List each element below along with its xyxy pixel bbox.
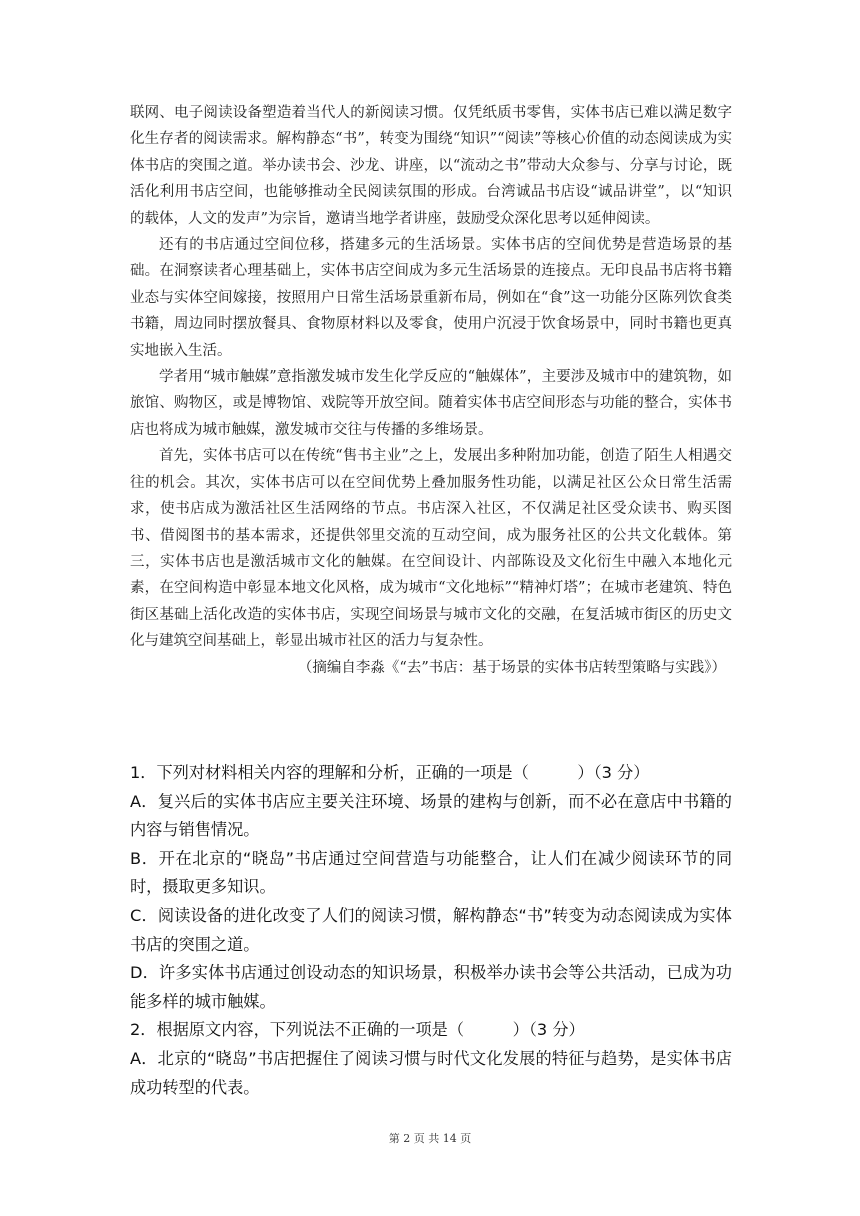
passage-paragraph: 联网、电子阅读设备塑造着当代人的新阅读习惯。仅凭纸质书零售，实体书店已难以满足数字化生存者的阅读需求。解构静态“书”，转变为围绕“知识”“阅读”等核心价值的动态阅读成为实体书店的突围之道。举办读书会、沙龙、讲座，以“流动之书”带动大众参与、分享与讨论，既活化利用书店空间，也能够推动全民阅读氛围的形成。台湾诚品书店设“诚品讲堂”，以“知识的载体，人文的发声”为宗旨，邀请当地学者讲座，鼓励受众深化思考以延伸阅读。	[130, 105, 732, 227]
passage-paragraph: 还有的书店通过空间位移，搭建多元的生活场景。实体书店的空间优势是营造场景的基础。在洞察读者心理基础上，实体书店空间成为多元生活场景的连接点。无印良品书店将书籍业态与实体空间嫁接，按照用户日常生活场景重新布局，例如在“食”这一功能分区陈列饮食类书籍，周边同时摆放餐具、食物原材料以及零食，使用户沉浸于饮食场景中，同时书籍也更真实地嵌入生活。	[130, 237, 732, 359]
answer-option: C．阅读设备的进化改变了人们的阅读习惯，解构静态“书”转变为动态阅读成为实体书店的突围之道。	[130, 905, 732, 954]
answer-option: B．开在北京的“晓岛”书店通过空间营造与功能整合，让人们在减少阅读环节的同时，摄取更多知识。	[130, 848, 732, 897]
answer-option: D．许多实体书店通过创设动态的知识场景，积极举办读书会等公共活动，已成为功能多样的城市触媒。	[130, 963, 732, 1011]
questions-section	[130, 759, 732, 1102]
page-footer: 第 2 页 共 14 页	[388, 1132, 472, 1145]
reading-passage	[130, 100, 732, 681]
question-stem: 2．根据原文内容，下列说法不正确的一项是（ ）（3 分）	[130, 1020, 585, 1040]
question-stem: 1．下列对材料相关内容的理解和分析，正确的一项是（ ）（3 分）	[130, 763, 650, 782]
passage-paragraph: 首先，实体书店可以在传统“售书主业”之上，发展出多种附加功能，创造了陌生人相遇交往的机会。其次，实体书店可以在空间优势上叠加服务性功能，以满足社区公众日常生活需求，使书店成为激活社区生活网络的节点。书店深入社区，不仅满足社区受众读书、购买图书、借阅图书的基本需求，还提供邻里交流的互动空间，成为服务社区的公共文化载体。第三，实体书店也是激活城市文化的触媒。在空间设计、内部陈设及文化衍生中融入本地化元素，在空间构造中彰显本地文化风格，成为城市“文化地标”“精神灯塔”；在城市老建筑、特色街区基础上活化改造的实体书店，实现空间场景与城市文化的交融，在复活城市街区的历史文化与建筑空间基础上，彰显出城市社区的活力与复杂性。	[130, 448, 732, 650]
passage-source-citation: （摘编自李淼《“去”书店：基于场景的实体书店转型策略与实践》）	[297, 659, 726, 676]
answer-option: A．复兴后的实体书店应主要关注环境、场景的建构与创新，而不必在意店中书籍的内容与销售情况。	[130, 791, 732, 840]
passage-paragraph: 学者用“城市触媒”意指激发城市发生化学反应的“触媒体”，主要涉及城市中的建筑物，如旅馆、购物区，或是博物馆、戏院等开放空间。随着实体书店空间形态与功能的整合，实体书店也将成为城市触媒，激发城市交往与传播的多维场景。	[130, 369, 732, 438]
answer-option: A．北京的“晓岛”书店把握住了阅读习惯与时代文化发展的特征与趋势，是实体书店成功转型的代表。	[130, 1048, 732, 1097]
